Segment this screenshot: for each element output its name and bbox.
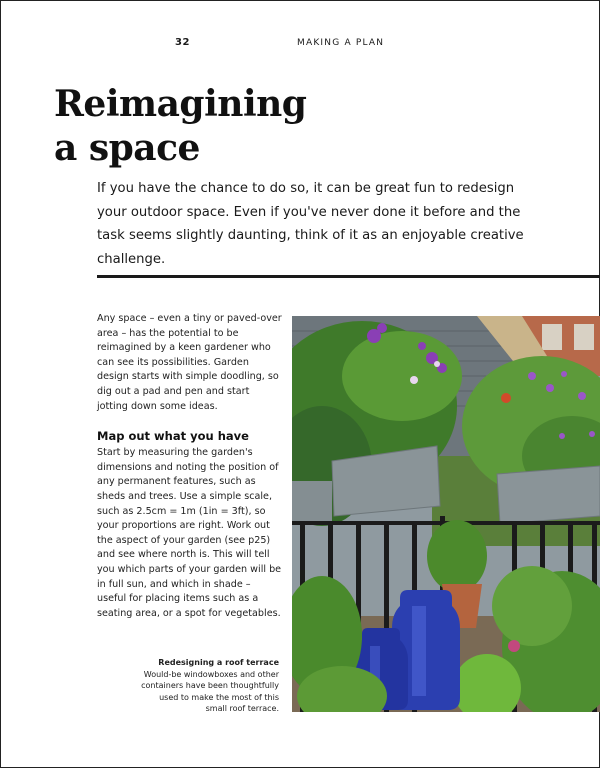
roof-terrace-photo — [292, 316, 600, 712]
body-paragraph-2: Start by measuring the garden's dimensions and noting the position of any permanent features, such as sheds and trees. Use a simple scale, such as 2.5cm = 1m (1in = 3ft), so your proportions are right. Work out the aspect of your garden (see p25) and see where north is. This will tell you which parts of your garden will be in full sun, and which in shade – useful for placing items such as a seating area, or a spot for vegetables. — [97, 447, 282, 619]
page-title — [54, 82, 454, 170]
title-line-1: Reimagining — [54, 83, 307, 125]
body-paragraph-1: Any space – even a tiny or paved-over area – has the potential to be reimagined by a keen gardener who can see its possibilities. Garden design starts with simple doodling, so dig out a pad and pen and start jotting down some ideas. — [97, 313, 282, 412]
page-number: 32 — [175, 37, 190, 48]
caption-text: Would-be windowboxes and other containers have been thoughtfully used to make the most of this small roof terrace. — [141, 669, 279, 714]
running-header: MAKING A PLAN — [297, 38, 385, 48]
body-column — [97, 312, 282, 621]
caption-title: Redesigning a roof terrace — [158, 658, 279, 667]
subheading: Map out what you have — [97, 429, 249, 444]
title-line-2: a space — [54, 127, 200, 169]
intro-paragraph: If you have the chance to do so, it can be great fun to redesign your outdoor space. Even if you've never done it before and the task seems slightly daunting, think of it as an enjoyable creative challenge. — [97, 181, 524, 267]
divider-rule — [97, 275, 600, 278]
photo-caption — [140, 657, 279, 715]
